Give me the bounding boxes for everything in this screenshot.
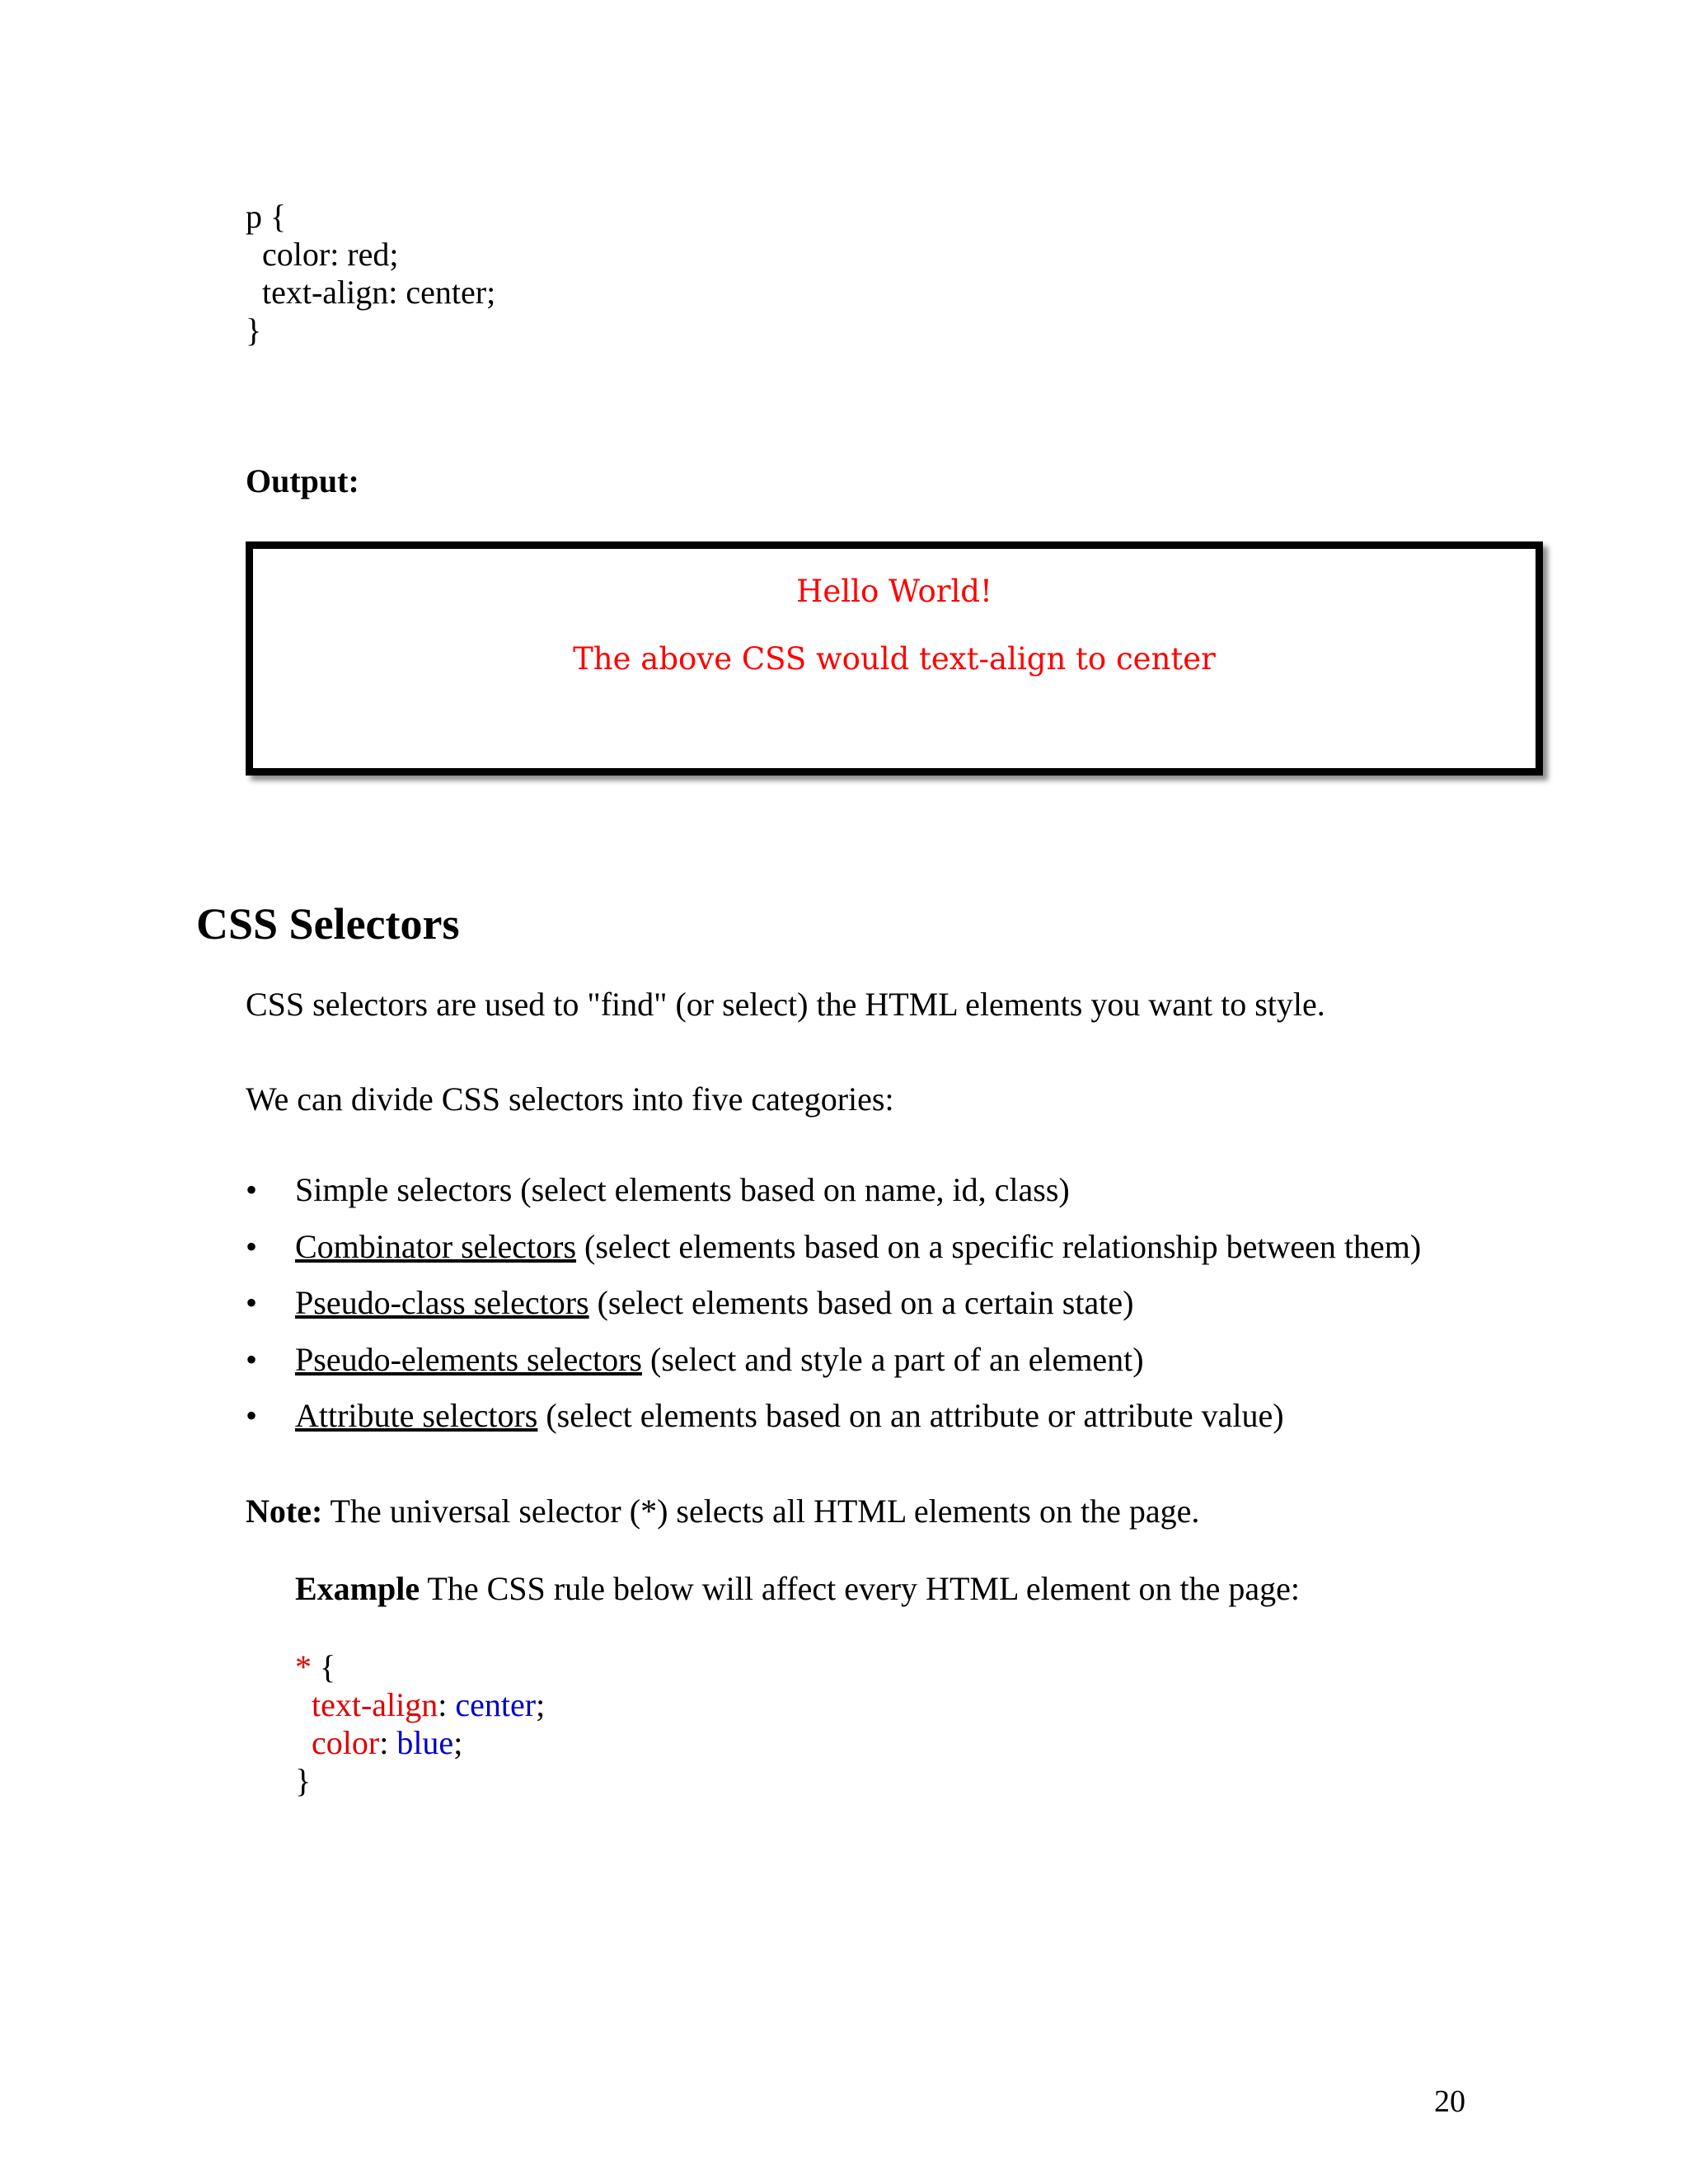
- list-item: [246, 1340, 1421, 1397]
- output-hello-text: Hello World!: [796, 574, 992, 609]
- code-line: color: red;: [246, 236, 399, 273]
- output-preview-box: [246, 541, 1543, 776]
- code-colon: :: [438, 1686, 456, 1723]
- code-selector: *: [295, 1648, 320, 1685]
- list-item-text: (select elements based on an attribute or attribute value): [537, 1397, 1284, 1434]
- pseudo-elements-selectors-link[interactable]: Pseudo-elements selectors: [295, 1340, 642, 1378]
- note-paragraph: [246, 1492, 1199, 1531]
- code-value: center: [455, 1686, 537, 1723]
- pseudo-class-selectors-link[interactable]: Pseudo-class selectors: [295, 1284, 589, 1321]
- intro-paragraph: CSS selectors are used to "find" (or select) the HTML elements you want to style.: [246, 986, 1325, 1023]
- list-item: [246, 1396, 1421, 1453]
- code-line: p {: [246, 198, 287, 235]
- css-code-block: [246, 198, 495, 349]
- bullet-icon: •: [246, 1227, 258, 1265]
- note-label: Note:: [246, 1493, 323, 1530]
- bullet-icon: •: [246, 1340, 258, 1378]
- list-item-text: (select and style a part of an element): [642, 1340, 1144, 1378]
- list-item: [246, 1227, 1421, 1284]
- list-item: [246, 1170, 1421, 1227]
- example-paragraph: [295, 1569, 1300, 1609]
- list-item-text: Simple selectors (select elements based on name, id, class): [295, 1171, 1070, 1208]
- list-item: [246, 1283, 1421, 1340]
- output-center-text: The above CSS would text-align to center: [573, 641, 1216, 677]
- list-item-text: (select elements based on a specific relationship between them): [576, 1227, 1422, 1265]
- code-brace: {: [320, 1648, 336, 1685]
- code-property: text-align: [312, 1686, 438, 1723]
- categories-paragraph: We can divide CSS selectors into five categories:: [246, 1080, 894, 1118]
- section-heading: CSS Selectors: [196, 899, 460, 949]
- bullet-icon: •: [246, 1284, 258, 1321]
- code-colon: :: [379, 1724, 397, 1761]
- universal-selector-code: [295, 1648, 545, 1800]
- bullet-icon: •: [246, 1171, 258, 1208]
- bullet-icon: •: [246, 1397, 258, 1434]
- combinator-selectors-link[interactable]: Combinator selectors: [295, 1227, 577, 1265]
- code-brace: }: [295, 1762, 312, 1799]
- example-label: Example: [295, 1570, 420, 1607]
- code-value: blue: [396, 1724, 454, 1761]
- code-property: color: [312, 1724, 380, 1761]
- code-semicolon: ;: [536, 1686, 546, 1723]
- code-line: text-align: center;: [246, 274, 496, 311]
- page-number: 20: [1434, 2084, 1465, 2119]
- attribute-selectors-link[interactable]: Attribute selectors: [295, 1397, 538, 1434]
- code-semicolon: ;: [453, 1724, 463, 1761]
- example-text: The CSS rule below will affect every HTML element on the page:: [420, 1570, 1300, 1607]
- selector-categories-list: [246, 1170, 1421, 1453]
- code-line: }: [246, 312, 262, 349]
- list-item-text: (select elements based on a certain state): [588, 1284, 1134, 1321]
- output-label: Output:: [246, 462, 359, 499]
- note-text: The universal selector (*) selects all HTML elements on the page.: [322, 1493, 1200, 1530]
